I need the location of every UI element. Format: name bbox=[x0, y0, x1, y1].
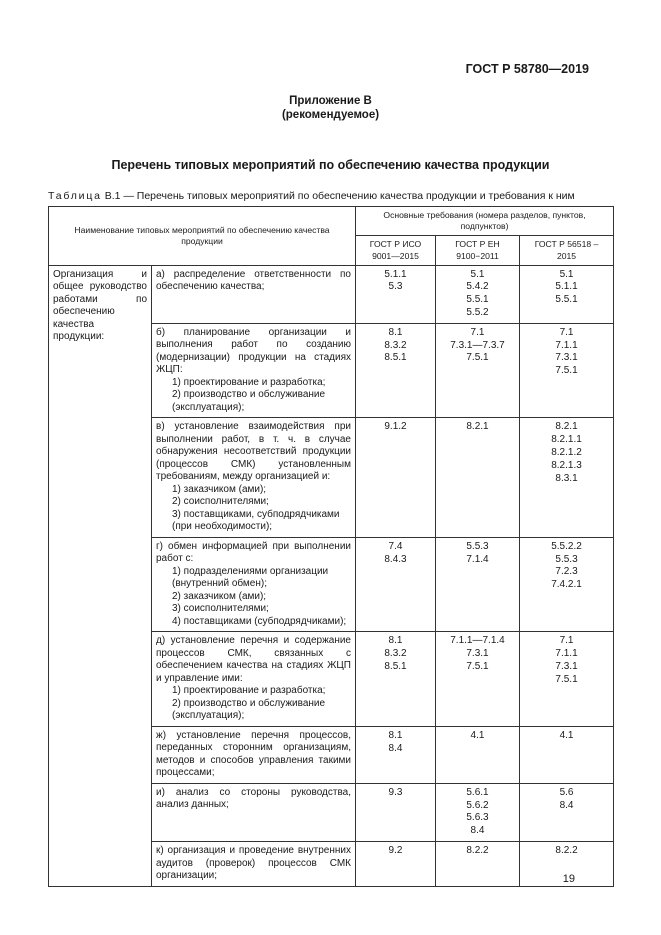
group-label-cell: Организация и общее руководство работами по обеспечению качества продукции: bbox=[49, 265, 152, 886]
activity-subitem: 3) соисполнителями; bbox=[172, 603, 269, 615]
activity-subitem: 1) заказчиком (ами); bbox=[172, 483, 267, 495]
requirement-ref: 4.1 bbox=[559, 729, 574, 741]
requirement-ref: 7.1.4 bbox=[466, 553, 489, 565]
activity-text: д) установление перечня и содержание процессов СМК, связанных с обеспечением качества на стадиях ЖЦП и управление ими: bbox=[156, 635, 351, 684]
requirement-cell-1 bbox=[356, 418, 436, 538]
requirement-ref: 7.1.1—7.1.4 bbox=[450, 635, 505, 647]
requirement-ref: 5.3 bbox=[388, 281, 403, 293]
activity-subitem: 2) производство и обслуживание (эксплуатация); bbox=[172, 697, 326, 722]
requirement-ref: 7.1 bbox=[559, 326, 574, 338]
requirement-ref: 7.3.1 bbox=[466, 648, 489, 660]
appendix-title: Приложение В bbox=[289, 95, 372, 107]
activity-subitem: 3) поставщиками, субподрядчиками (при необходимости); bbox=[172, 508, 340, 533]
table-caption-text: В.1 — Перечень типовых мероприятий по обеспечению качества продукции и требования к ним bbox=[101, 190, 575, 202]
requirement-ref: 5.5.1 bbox=[555, 294, 578, 306]
requirement-ref: 8.1 bbox=[388, 326, 403, 338]
requirement-ref: 7.5.1 bbox=[466, 352, 489, 364]
requirement-cell-2 bbox=[436, 726, 520, 783]
table-header-row bbox=[49, 207, 614, 236]
requirement-cell-2 bbox=[436, 418, 520, 538]
requirement-ref: 5.6.2 bbox=[466, 799, 489, 811]
requirement-ref: 5.5.3 bbox=[555, 553, 578, 565]
requirement-cell-3 bbox=[520, 726, 614, 783]
document-code: ГОСТ Р 58780—2019 bbox=[465, 62, 589, 76]
activity-subitem: 4) поставщиками (субподрядчиками); bbox=[172, 615, 347, 627]
requirement-ref: 7.3.1 bbox=[555, 660, 578, 672]
requirement-cell-2 bbox=[436, 632, 520, 727]
page-number: 19 bbox=[562, 873, 575, 885]
activity-text: ж) установление перечня процессов, переданных сторонним организациям, методов и способов управления такими процессами; bbox=[156, 729, 351, 779]
activity-text: г) обмен информацией при выполнении работ с: bbox=[156, 540, 351, 565]
activity-subitem: 1) подразделениями организации (внутренний обмен); bbox=[172, 565, 329, 590]
requirement-cell-3 bbox=[520, 323, 614, 418]
requirement-cell-2 bbox=[436, 323, 520, 418]
requirement-cell-2 bbox=[436, 842, 520, 887]
activity-cell bbox=[152, 265, 356, 323]
activity-text: в) установление взаимодействия при выполнении работ, в т. ч. в случае обнаружения несоответствий продукции (процессов СМК) установленным требованиям, между организацией и: bbox=[156, 421, 351, 483]
requirement-ref: 5.5.3 bbox=[466, 540, 489, 552]
activity-subitem: 2) производство и обслуживание (эксплуатация); bbox=[172, 389, 326, 413]
requirement-ref: 5.1.1 bbox=[555, 281, 578, 293]
requirement-cell-1 bbox=[356, 726, 436, 783]
requirement-ref: 9.1.2 bbox=[384, 421, 407, 433]
requirement-ref: 9.3 bbox=[388, 786, 403, 798]
requirement-ref: 5.1 bbox=[559, 268, 574, 280]
requirement-ref: 8.2.2 bbox=[466, 845, 489, 857]
activity-text: к) организация и проведение внутренних аудитов (проверок) процессов СМК организации; bbox=[156, 845, 351, 882]
requirement-ref: 7.4 bbox=[388, 540, 403, 552]
requirement-ref: 7.5.1 bbox=[555, 673, 578, 685]
header-gost-56518: ГОСТ Р 56518 – 2015 bbox=[520, 236, 614, 265]
requirement-cell-3 bbox=[520, 265, 614, 323]
requirement-cell-3 bbox=[520, 632, 614, 727]
requirements-table bbox=[48, 206, 614, 887]
activity-cell bbox=[152, 632, 356, 727]
activity-subitem: 2) соисполнителями; bbox=[172, 496, 269, 508]
header-gost-iso-9001: ГОСТ Р ИСО 9001—2015 bbox=[356, 236, 436, 265]
requirement-ref: 5.4.2 bbox=[466, 281, 489, 293]
requirement-ref: 8.2.1.3 bbox=[551, 459, 582, 471]
requirement-cell-2 bbox=[436, 265, 520, 323]
appendix-note: (рекомендуемое) bbox=[281, 109, 380, 121]
requirement-cell-3 bbox=[520, 783, 614, 841]
requirement-ref: 5.6.3 bbox=[466, 812, 489, 824]
requirement-ref: 7.5.1 bbox=[555, 365, 578, 377]
requirement-ref: 7.4.2.1 bbox=[551, 579, 582, 591]
requirement-ref: 5.5.2.2 bbox=[551, 540, 582, 552]
requirement-ref: 7.2.3 bbox=[555, 566, 578, 578]
section-title: Перечень типовых мероприятий по обеспечению качества продукции bbox=[111, 158, 550, 172]
activity-cell bbox=[152, 418, 356, 538]
requirement-ref: 7.1.1 bbox=[555, 339, 578, 351]
requirement-ref: 5.5.2 bbox=[466, 307, 489, 319]
requirement-ref: 8.3.1 bbox=[555, 472, 578, 484]
requirement-ref: 8.5.1 bbox=[384, 660, 407, 672]
requirement-ref: 8.2.1.1 bbox=[551, 434, 582, 446]
requirement-cell-1 bbox=[356, 632, 436, 727]
table-caption bbox=[48, 190, 575, 202]
requirement-ref: 5.5.1 bbox=[466, 294, 489, 306]
requirement-cell-1 bbox=[356, 265, 436, 323]
requirement-ref: 8.2.1 bbox=[555, 421, 578, 433]
requirement-ref: 7.1 bbox=[470, 326, 485, 338]
requirement-ref: 8.2.1 bbox=[466, 421, 489, 433]
requirement-ref: 7.1 bbox=[559, 635, 574, 647]
requirement-cell-1 bbox=[356, 537, 436, 632]
activity-cell bbox=[152, 783, 356, 841]
header-gost-en-9100: ГОСТ Р ЕН 9100−2011 bbox=[436, 236, 520, 265]
requirement-ref: 8.4 bbox=[388, 742, 403, 754]
requirement-ref: 8.2.2 bbox=[555, 845, 578, 857]
table-body bbox=[49, 265, 614, 886]
requirement-ref: 5.6.1 bbox=[466, 786, 489, 798]
requirement-ref: 8.5.1 bbox=[384, 352, 407, 364]
requirement-ref: 5.1 bbox=[470, 268, 485, 280]
requirement-ref: 9.2 bbox=[388, 845, 403, 857]
requirement-cell-1 bbox=[356, 842, 436, 887]
table-row bbox=[49, 265, 614, 323]
header-requirements-group: Основные требования (номера разделов, пунктов, подпунктов) bbox=[356, 207, 614, 236]
activity-subitem: 1) проектирование и разработка; bbox=[172, 376, 326, 388]
activity-text: б) планирование организации и выполнения работ по созданию (модернизации) продукции на стадиях ЖЦП: bbox=[156, 326, 351, 376]
requirement-cell-2 bbox=[436, 537, 520, 632]
requirement-ref: 8.3.2 bbox=[384, 339, 407, 351]
requirement-ref: 8.4 bbox=[470, 825, 485, 837]
requirement-cell-3 bbox=[520, 537, 614, 632]
requirement-ref: 4.1 bbox=[470, 729, 485, 741]
activity-cell bbox=[152, 726, 356, 783]
requirement-cell-1 bbox=[356, 783, 436, 841]
requirement-cell-2 bbox=[436, 783, 520, 841]
requirement-ref: 7.1.1 bbox=[555, 648, 578, 660]
activity-cell bbox=[152, 842, 356, 887]
requirement-cell-1 bbox=[356, 323, 436, 418]
requirement-ref: 7.3.1—7.3.7 bbox=[450, 339, 505, 351]
activity-subitem: 1) проектирование и разработка; bbox=[172, 685, 326, 697]
requirement-ref: 7.3.1 bbox=[555, 352, 578, 364]
activity-cell bbox=[152, 537, 356, 632]
requirement-ref: 8.1 bbox=[388, 635, 403, 647]
requirement-ref: 8.1 bbox=[388, 729, 403, 741]
activity-subitem: 2) заказчиком (ами); bbox=[172, 590, 267, 602]
requirement-cell-3 bbox=[520, 418, 614, 538]
requirement-ref: 5.1.1 bbox=[384, 268, 407, 280]
activity-text: и) анализ со стороны руководства, анализ данных; bbox=[156, 786, 351, 811]
requirement-ref: 8.4.3 bbox=[384, 553, 407, 565]
activity-text: а) распределение ответственности по обеспечению качества; bbox=[156, 268, 351, 293]
requirement-ref: 8.2.1.2 bbox=[551, 446, 582, 458]
requirement-ref: 7.5.1 bbox=[466, 660, 489, 672]
requirement-ref: 8.4 bbox=[559, 799, 574, 811]
requirement-ref: 8.3.2 bbox=[384, 648, 407, 660]
activity-cell bbox=[152, 323, 356, 418]
table-caption-label: Таблица bbox=[48, 190, 102, 202]
requirement-ref: 5.6 bbox=[559, 786, 574, 798]
header-activity-name: Наименование типовых мероприятий по обеспечению качества продукции bbox=[49, 207, 356, 266]
